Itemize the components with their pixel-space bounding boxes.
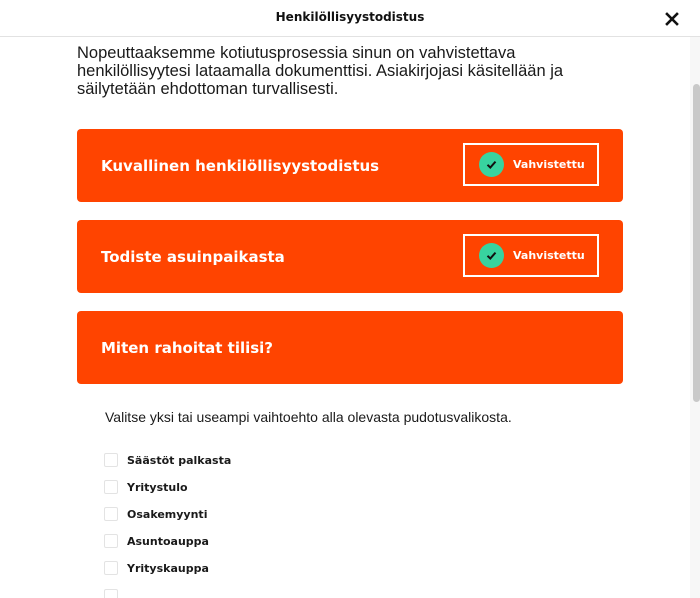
funding-source-card[interactable]: [77, 311, 623, 384]
option-label: Yritystulo: [127, 480, 188, 494]
card-title: Miten rahoitat tilisi?: [101, 338, 274, 357]
option-label: Asuntoauppa: [127, 534, 209, 548]
option-stock-sale[interactable]: [104, 506, 207, 522]
checkbox[interactable]: [104, 534, 118, 548]
verified-label: Vahvistettu: [513, 249, 585, 262]
option-business-income[interactable]: [104, 479, 188, 495]
verified-label: Vahvistettu: [513, 158, 585, 171]
checkbox[interactable]: [104, 507, 118, 521]
intro-text: Nopeuttaaksemme kotiutusprosessia sinun on vahvistettava henkilöllisyytesi lataamalla dokumenttisi. Asiakirjojasi käsitellään ja säilytetään ehdottoman turvallisesti.: [77, 44, 564, 98]
check-icon: [479, 152, 504, 177]
id-document-card[interactable]: [77, 129, 623, 202]
checkbox[interactable]: [104, 480, 118, 494]
option-label: Yrityskauppa: [127, 561, 209, 575]
card-title: Kuvallinen henkilöllisyystodistus: [101, 156, 380, 175]
option-label: Osakemyynti: [127, 507, 208, 521]
funding-instruction: Valitse yksi tai useampi vaihtoehto alla olevasta pudotusvalikosta.: [105, 409, 512, 425]
verified-badge: [463, 143, 599, 186]
modal-title: Henkilöllisyystodistus: [275, 10, 425, 24]
modal-header: [0, 0, 700, 37]
close-icon: [665, 12, 679, 26]
option-label: Säästöt palkasta: [127, 453, 232, 467]
check-icon: [479, 243, 504, 268]
scrollbar-thumb[interactable]: [693, 84, 700, 402]
checkbox[interactable]: [104, 561, 118, 575]
proof-of-address-card[interactable]: [77, 220, 623, 293]
option-business-sale[interactable]: [104, 560, 209, 576]
card-title: Todiste asuinpaikasta: [101, 247, 285, 266]
option-housing-sale[interactable]: [104, 533, 209, 549]
option-savings-from-salary[interactable]: [104, 452, 231, 468]
option-partial-hidden[interactable]: [104, 588, 118, 598]
modal-content[interactable]: [0, 37, 690, 598]
checkbox[interactable]: [104, 589, 118, 598]
close-button[interactable]: [660, 7, 684, 31]
checkbox[interactable]: [104, 453, 118, 467]
verified-badge: [463, 234, 599, 277]
